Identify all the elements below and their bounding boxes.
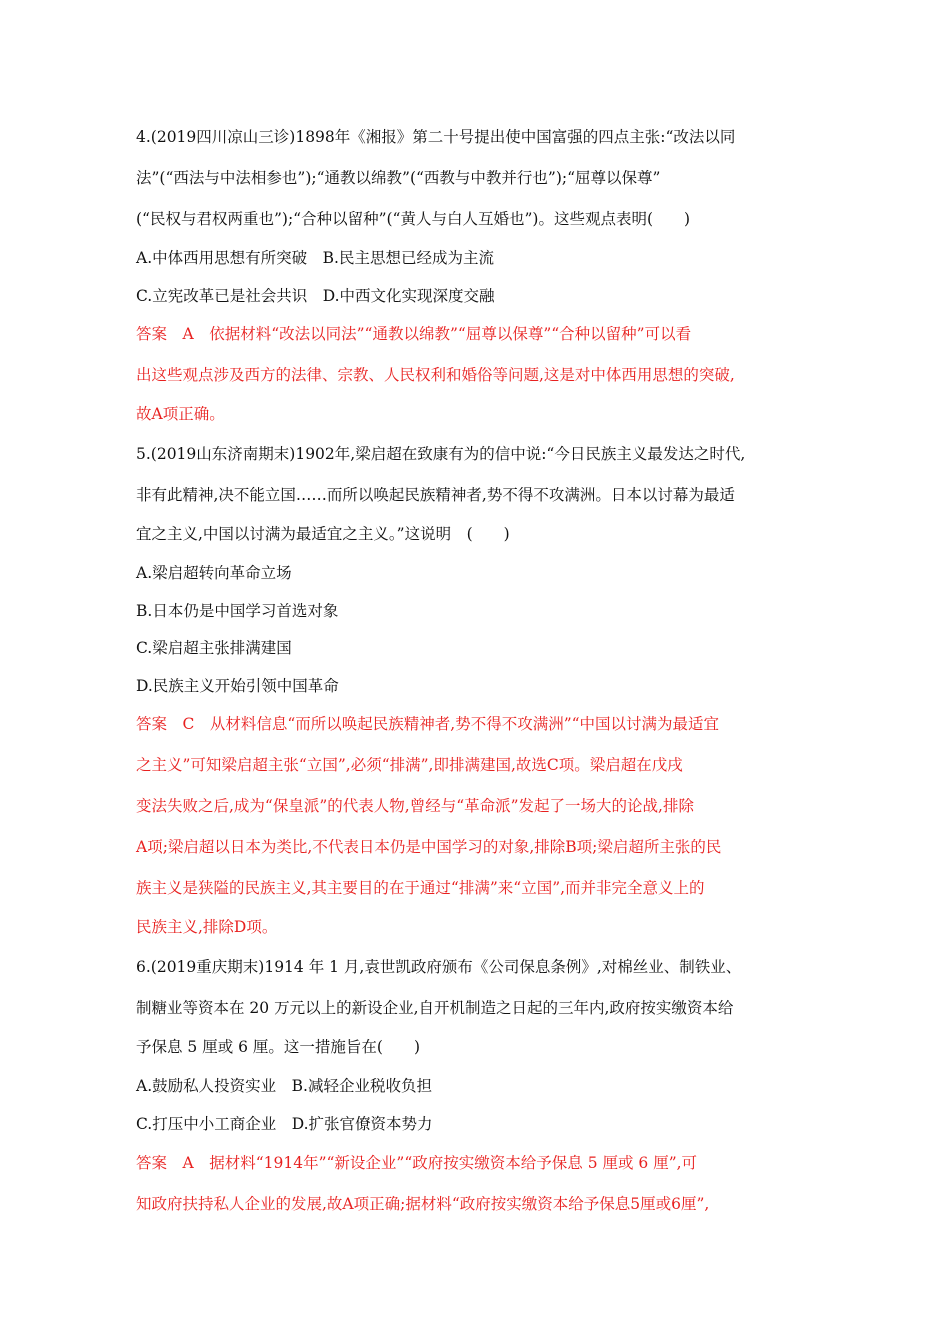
question-4-options-cd: C.立宪改革已是社会共识 D.中西文化实现深度交融 — [136, 287, 495, 305]
question-6-stem-line-1: 6.(2019重庆期末)1914 年 1 月,袁世凯政府颁布《公司保息条例》,对棉丝业、制铁业、 — [136, 958, 742, 976]
question-4-stem-line-1: 4.(2019四川凉山三诊)1898年《湘报》第二十号提出使中国富强的四点主张:“改法以同 — [136, 128, 736, 146]
question-5-answer-line-1: 答案 C 从材料信息“而所以唤起民族精神者,势不得不攻满洲”“中国以讨满为最适宜 — [136, 715, 720, 733]
question-4-answer-line-3: 故A项正确。 — [136, 405, 225, 423]
question-5-answer-line-6: 民族主义,排除D项。 — [136, 918, 278, 936]
question-5-answer-line-5: 族主义是狭隘的民族主义,其主要目的在于通过“排满”来“立国”,而并非完全意义上的 — [136, 879, 705, 897]
question-6-answer-line-2: 知政府扶持私人企业的发展,故A项正确;据材料“政府按实缴资本给予保息5厘或6厘”, — [136, 1195, 710, 1213]
question-4-answer-line-2: 出这些观点涉及西方的法律、宗教、人民权利和婚俗等问题,这是对中体西用思想的突破, — [136, 366, 735, 384]
question-5-stem-line-2: 非有此精神,决不能立国……而所以唤起民族精神者,势不得不攻满洲。日本以讨幕为最适 — [136, 486, 735, 504]
question-6-options-ab: A.鼓励私人投资实业 B.减轻企业税收负担 — [136, 1077, 432, 1095]
question-4-stem-line-3: (“民权与君权两重也”);“合种以留种”(“黄人与白人互婚也”)。这些观点表明( ) — [136, 210, 691, 228]
question-5-answer-line-2: 之主义”可知梁启超主张“立国”,必须“排满”,即排满建国,故选C项。梁启超在戊戌 — [136, 756, 683, 774]
question-6-options-cd: C.打压中小工商企业 D.扩张官僚资本势力 — [136, 1115, 433, 1133]
question-6-stem-line-2: 制糖业等资本在 20 万元以上的新设企业,自开机制造之日起的三年内,政府按实缴资本给 — [136, 999, 734, 1017]
question-4-options-ab: A.中体西用思想有所突破 B.民主思想已经成为主流 — [136, 249, 494, 267]
question-5-answer-line-3: 变法失败之后,成为“保皇派”的代表人物,曾经与“革命派”发起了一场大的论战,排除 — [136, 797, 694, 815]
question-4-answer-line-1: 答案 A 依据材料“改法以同法”“通教以绵教”“屈尊以保尊”“合种以留种”可以看 — [136, 325, 692, 343]
question-5-option-b: B.日本仍是中国学习首选对象 — [136, 602, 339, 620]
question-5-option-a: A.梁启超转向革命立场 — [136, 564, 292, 582]
question-5-option-c: C.梁启超主张排满建国 — [136, 639, 292, 657]
question-5-stem-line-1: 5.(2019山东济南期末)1902年,梁启超在致康有为的信中说:“今日民族主义最发达之时代, — [136, 445, 746, 463]
question-5-stem-line-3: 宜之主义,中国以讨满为最适宜之主义。”这说明 ( ) — [136, 525, 510, 543]
question-4-stem-line-2: 法”(“西法与中法相参也”);“通教以绵教”(“西教与中教并行也”);“屈尊以保尊” — [136, 169, 661, 187]
question-5-answer-line-4: A项;梁启超以日本为类比,不代表日本仍是中国学习的对象,排除B项;梁启超所主张的民 — [136, 838, 722, 856]
question-6-answer-line-1: 答案 A 据材料“1914年”“新设企业”“政府按实缴资本给予保息 5 厘或 6 厘”,可 — [136, 1154, 698, 1172]
question-6-stem-line-3: 予保息 5 厘或 6 厘。这一措施旨在( ) — [136, 1038, 421, 1056]
question-5-option-d: D.民族主义开始引领中国革命 — [136, 677, 339, 695]
